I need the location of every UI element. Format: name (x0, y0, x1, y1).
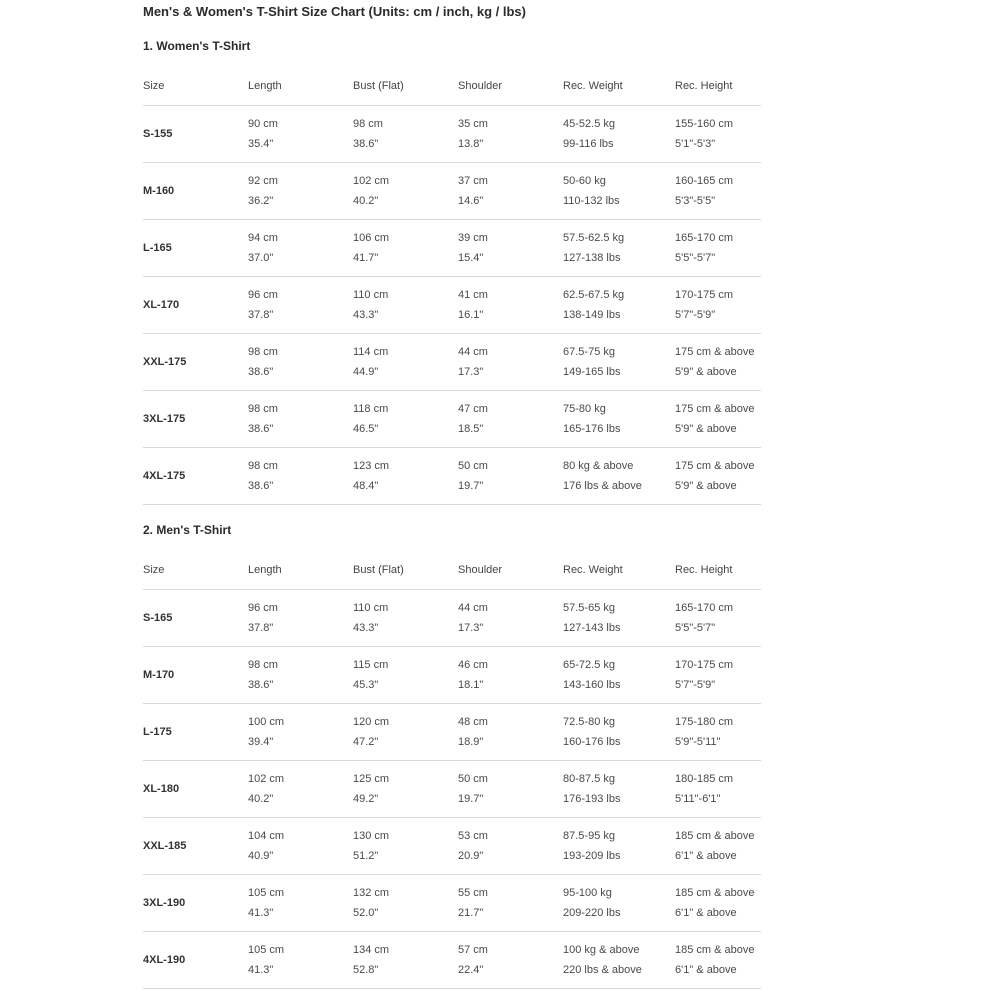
table-header-row (143, 551, 761, 590)
weight-value: 62.5-67.5 kg (563, 289, 625, 301)
shoulder-cell (458, 448, 563, 505)
weight-cell (563, 875, 675, 932)
shoulder-cell (458, 106, 563, 163)
size-cell: 3XL-190 (143, 875, 248, 932)
shoulder-cell (458, 220, 563, 277)
height-value: 6'1" & above (675, 964, 737, 976)
weight-cell (563, 647, 675, 704)
bust-value: 110 cm (353, 289, 389, 301)
shoulder-cell (458, 334, 563, 391)
weight-value: 80-87.5 kg (563, 773, 615, 785)
weight-value: 176 lbs & above (563, 480, 642, 492)
weight-value: 143-160 lbs (563, 679, 621, 691)
bust-value: 130 cm (353, 830, 390, 842)
weight-value: 57.5-62.5 kg (563, 232, 625, 244)
length-value: 40.2" (248, 793, 274, 805)
table-row (143, 761, 761, 818)
size-cell: 3XL-175 (143, 391, 248, 448)
weight-value: 209-220 lbs (563, 907, 621, 919)
bust-value: 51.2" (353, 850, 379, 862)
bust-value: 120 cm (353, 716, 390, 728)
bust-value: 110 cm (353, 602, 389, 614)
length-value: 96 cm (248, 289, 278, 301)
height-cell (675, 875, 761, 932)
shoulder-value: 44 cm (458, 602, 488, 614)
length-cell (248, 875, 353, 932)
weight-value: 160-176 lbs (563, 736, 621, 748)
length-value: 92 cm (248, 175, 278, 187)
size-cell: XL-180 (143, 761, 248, 818)
height-value: 180-185 cm (675, 773, 734, 785)
table-row (143, 277, 761, 334)
bust-value: 52.8" (353, 964, 379, 976)
weight-value: 95-100 kg (563, 887, 612, 899)
shoulder-value: 46 cm (458, 659, 488, 671)
shoulder-value: 39 cm (458, 232, 488, 244)
height-value: 6'1" & above (675, 850, 737, 862)
shoulder-value: 35 cm (458, 118, 488, 130)
bust-cell (353, 647, 458, 704)
length-value: 37.8" (248, 622, 274, 634)
header-shoulder: Shoulder (458, 551, 563, 590)
length-cell (248, 818, 353, 875)
height-value: 170-175 cm (675, 659, 734, 671)
header-height: Rec. Height (675, 67, 761, 106)
men-section (143, 522, 761, 976)
length-cell (248, 704, 353, 761)
weight-value: 176-193 lbs (563, 793, 621, 805)
height-cell (675, 647, 761, 704)
height-value: 5'3"-5'5" (675, 195, 716, 207)
length-value: 105 cm (248, 887, 285, 899)
shoulder-value: 16.1" (458, 309, 484, 321)
header-size: Size (143, 551, 248, 590)
table-row (143, 818, 761, 875)
size-cell: S-155 (143, 106, 248, 163)
bust-cell (353, 391, 458, 448)
length-value: 104 cm (248, 830, 285, 842)
length-value: 40.9" (248, 850, 274, 862)
shoulder-cell (458, 163, 563, 220)
bust-cell (353, 163, 458, 220)
shoulder-cell (458, 761, 563, 818)
shoulder-value: 18.5" (458, 423, 484, 435)
weight-cell (563, 220, 675, 277)
length-cell (248, 932, 353, 989)
size-cell: XXL-185 (143, 818, 248, 875)
height-cell (675, 590, 761, 647)
size-cell: M-160 (143, 163, 248, 220)
women-size-table (143, 67, 761, 505)
length-value: 94 cm (248, 232, 278, 244)
weight-value: 87.5-95 kg (563, 830, 615, 842)
height-value: 5'9" & above (675, 423, 737, 435)
section-heading-women: 1. Women's T-Shirt (143, 39, 251, 53)
bust-value: 48.4" (353, 480, 379, 492)
weight-cell (563, 277, 675, 334)
shoulder-value: 44 cm (458, 346, 488, 358)
table-row (143, 448, 761, 505)
size-cell: XL-170 (143, 277, 248, 334)
weight-cell (563, 106, 675, 163)
bust-cell (353, 448, 458, 505)
bust-value: 106 cm (353, 232, 390, 244)
bust-value: 115 cm (353, 659, 389, 671)
bust-value: 43.3" (353, 309, 379, 321)
header-bust: Bust (Flat) (353, 67, 458, 106)
length-value: 38.6" (248, 679, 274, 691)
shoulder-cell (458, 590, 563, 647)
weight-value: 45-52.5 kg (563, 118, 615, 130)
length-cell (248, 761, 353, 818)
length-value: 38.6" (248, 366, 274, 378)
bust-value: 40.2" (353, 195, 379, 207)
header-shoulder: Shoulder (458, 67, 563, 106)
weight-value: 100 kg & above (563, 944, 640, 956)
shoulder-value: 19.7" (458, 480, 484, 492)
weight-value: 138-149 lbs (563, 309, 621, 321)
height-cell (675, 448, 761, 505)
bust-cell (353, 761, 458, 818)
size-cell: L-175 (143, 704, 248, 761)
length-value: 102 cm (248, 773, 285, 785)
height-value: 175 cm & above (675, 460, 755, 472)
length-cell (248, 106, 353, 163)
height-value: 5'7"-5'9" (675, 309, 716, 321)
weight-value: 149-165 lbs (563, 366, 621, 378)
weight-value: 110-132 lbs (563, 195, 620, 207)
height-cell (675, 106, 761, 163)
weight-value: 50-60 kg (563, 175, 606, 187)
height-value: 175 cm & above (675, 403, 755, 415)
length-value: 35.4" (248, 138, 274, 150)
shoulder-value: 22.4" (458, 964, 484, 976)
bust-value: 46.5" (353, 423, 379, 435)
height-value: 160-165 cm (675, 175, 734, 187)
height-value: 5'9"-5'11" (675, 736, 721, 748)
length-value: 36.2" (248, 195, 274, 207)
shoulder-value: 50 cm (458, 460, 488, 472)
length-value: 41.3" (248, 907, 274, 919)
women-section (143, 38, 761, 492)
length-value: 96 cm (248, 602, 278, 614)
length-cell (248, 220, 353, 277)
height-cell (675, 818, 761, 875)
table-row (143, 704, 761, 761)
bust-cell (353, 932, 458, 989)
weight-cell (563, 448, 675, 505)
shoulder-value: 21.7" (458, 907, 484, 919)
length-value: 90 cm (248, 118, 278, 130)
height-value: 185 cm & above (675, 830, 755, 842)
shoulder-value: 57 cm (458, 944, 488, 956)
size-cell: XXL-175 (143, 334, 248, 391)
shoulder-value: 17.3" (458, 622, 484, 634)
header-bust: Bust (Flat) (353, 551, 458, 590)
height-value: 5'5"-5'7" (675, 252, 716, 264)
shoulder-cell (458, 704, 563, 761)
height-value: 170-175 cm (675, 289, 734, 301)
shoulder-value: 15.4" (458, 252, 484, 264)
length-value: 39.4" (248, 736, 274, 748)
table-row (143, 932, 761, 989)
bust-cell (353, 277, 458, 334)
table-row (143, 590, 761, 647)
weight-value: 193-209 lbs (563, 850, 621, 862)
shoulder-value: 37 cm (458, 175, 488, 187)
weight-value: 80 kg & above (563, 460, 634, 472)
header-weight: Rec. Weight (563, 551, 675, 590)
table-row (143, 875, 761, 932)
length-cell (248, 334, 353, 391)
bust-value: 114 cm (353, 346, 389, 358)
shoulder-cell (458, 647, 563, 704)
bust-value: 134 cm (353, 944, 390, 956)
bust-cell (353, 704, 458, 761)
bust-value: 47.2" (353, 736, 379, 748)
shoulder-value: 18.9" (458, 736, 484, 748)
length-value: 98 cm (248, 346, 278, 358)
bust-cell (353, 818, 458, 875)
header-weight: Rec. Weight (563, 67, 675, 106)
section-heading-men: 2. Men's T-Shirt (143, 523, 232, 537)
weight-value: 57.5-65 kg (563, 602, 615, 614)
shoulder-cell (458, 391, 563, 448)
height-cell (675, 334, 761, 391)
bust-value: 132 cm (353, 887, 390, 899)
bust-value: 49.2" (353, 793, 379, 805)
weight-cell (563, 761, 675, 818)
length-cell (248, 448, 353, 505)
bust-cell (353, 875, 458, 932)
shoulder-value: 19.7" (458, 793, 484, 805)
height-value: 175-180 cm (675, 716, 734, 728)
length-cell (248, 277, 353, 334)
size-cell: 4XL-190 (143, 932, 248, 989)
height-cell (675, 932, 761, 989)
shoulder-cell (458, 818, 563, 875)
length-value: 41.3" (248, 964, 274, 976)
table-row (143, 220, 761, 277)
weight-value: 72.5-80 kg (563, 716, 615, 728)
height-cell (675, 163, 761, 220)
length-value: 105 cm (248, 944, 285, 956)
height-value: 175 cm & above (675, 346, 755, 358)
shoulder-value: 47 cm (458, 403, 488, 415)
weight-cell (563, 818, 675, 875)
shoulder-value: 55 cm (458, 887, 488, 899)
weight-value: 127-143 lbs (563, 622, 621, 634)
weight-cell (563, 163, 675, 220)
bust-cell (353, 220, 458, 277)
bust-value: 118 cm (353, 403, 389, 415)
shoulder-value: 48 cm (458, 716, 488, 728)
length-cell (248, 647, 353, 704)
length-cell (248, 163, 353, 220)
shoulder-value: 14.6" (458, 195, 484, 207)
height-value: 165-170 cm (675, 602, 734, 614)
length-value: 98 cm (248, 659, 278, 671)
height-value: 165-170 cm (675, 232, 734, 244)
shoulder-cell (458, 932, 563, 989)
size-cell: 4XL-175 (143, 448, 248, 505)
table-row (143, 163, 761, 220)
size-cell: L-165 (143, 220, 248, 277)
shoulder-value: 13.8" (458, 138, 484, 150)
bust-value: 41.7" (353, 252, 379, 264)
bust-value: 98 cm (353, 118, 383, 130)
men-size-table (143, 551, 761, 989)
weight-cell (563, 391, 675, 448)
shoulder-value: 17.3" (458, 366, 484, 378)
weight-cell (563, 590, 675, 647)
height-value: 5'1"-5'3" (675, 138, 716, 150)
height-value: 5'9" & above (675, 366, 737, 378)
height-value: 5'9" & above (675, 480, 737, 492)
bust-cell (353, 590, 458, 647)
shoulder-cell (458, 875, 563, 932)
shoulder-value: 53 cm (458, 830, 488, 842)
header-length: Length (248, 67, 353, 106)
size-cell: M-170 (143, 647, 248, 704)
table-row (143, 334, 761, 391)
table-row (143, 647, 761, 704)
length-value: 38.6" (248, 423, 274, 435)
header-size: Size (143, 67, 248, 106)
page-title: Men's & Women's T-Shirt Size Chart (Units: cm / inch, kg / lbs) (143, 4, 526, 19)
weight-cell (563, 932, 675, 989)
length-value: 98 cm (248, 403, 278, 415)
height-value: 155-160 cm (675, 118, 734, 130)
table-header-row (143, 67, 761, 106)
shoulder-cell (458, 277, 563, 334)
weight-value: 67.5-75 kg (563, 346, 615, 358)
bust-value: 38.6" (353, 138, 379, 150)
weight-value: 99-116 lbs (563, 138, 614, 150)
shoulder-value: 20.9" (458, 850, 484, 862)
height-value: 185 cm & above (675, 887, 755, 899)
weight-cell (563, 704, 675, 761)
header-height: Rec. Height (675, 551, 761, 590)
height-cell (675, 277, 761, 334)
height-cell (675, 220, 761, 277)
bust-cell (353, 106, 458, 163)
bust-value: 123 cm (353, 460, 390, 472)
length-value: 37.0" (248, 252, 274, 264)
bust-cell (353, 334, 458, 391)
length-value: 98 cm (248, 460, 278, 472)
weight-value: 127-138 lbs (563, 252, 621, 264)
table-row (143, 106, 761, 163)
shoulder-value: 41 cm (458, 289, 488, 301)
length-cell (248, 391, 353, 448)
weight-value: 165-176 lbs (563, 423, 621, 435)
bust-value: 102 cm (353, 175, 390, 187)
bust-value: 43.3" (353, 622, 379, 634)
bust-value: 45.3" (353, 679, 379, 691)
length-value: 38.6" (248, 480, 274, 492)
table-row (143, 391, 761, 448)
bust-value: 44.9" (353, 366, 379, 378)
bust-value: 52.0" (353, 907, 379, 919)
shoulder-value: 50 cm (458, 773, 488, 785)
shoulder-value: 18.1" (458, 679, 484, 691)
height-cell (675, 704, 761, 761)
bust-value: 125 cm (353, 773, 390, 785)
weight-value: 75-80 kg (563, 403, 606, 415)
height-value: 5'11"-6'1" (675, 793, 721, 805)
height-cell (675, 391, 761, 448)
length-value: 100 cm (248, 716, 285, 728)
weight-value: 65-72.5 kg (563, 659, 615, 671)
height-value: 5'5"-5'7" (675, 622, 716, 634)
length-value: 37.8" (248, 309, 274, 321)
height-value: 5'7"-5'9" (675, 679, 716, 691)
length-cell (248, 590, 353, 647)
weight-cell (563, 334, 675, 391)
header-length: Length (248, 551, 353, 590)
height-cell (675, 761, 761, 818)
height-value: 6'1" & above (675, 907, 737, 919)
weight-value: 220 lbs & above (563, 964, 642, 976)
size-cell: S-165 (143, 590, 248, 647)
height-value: 185 cm & above (675, 944, 755, 956)
